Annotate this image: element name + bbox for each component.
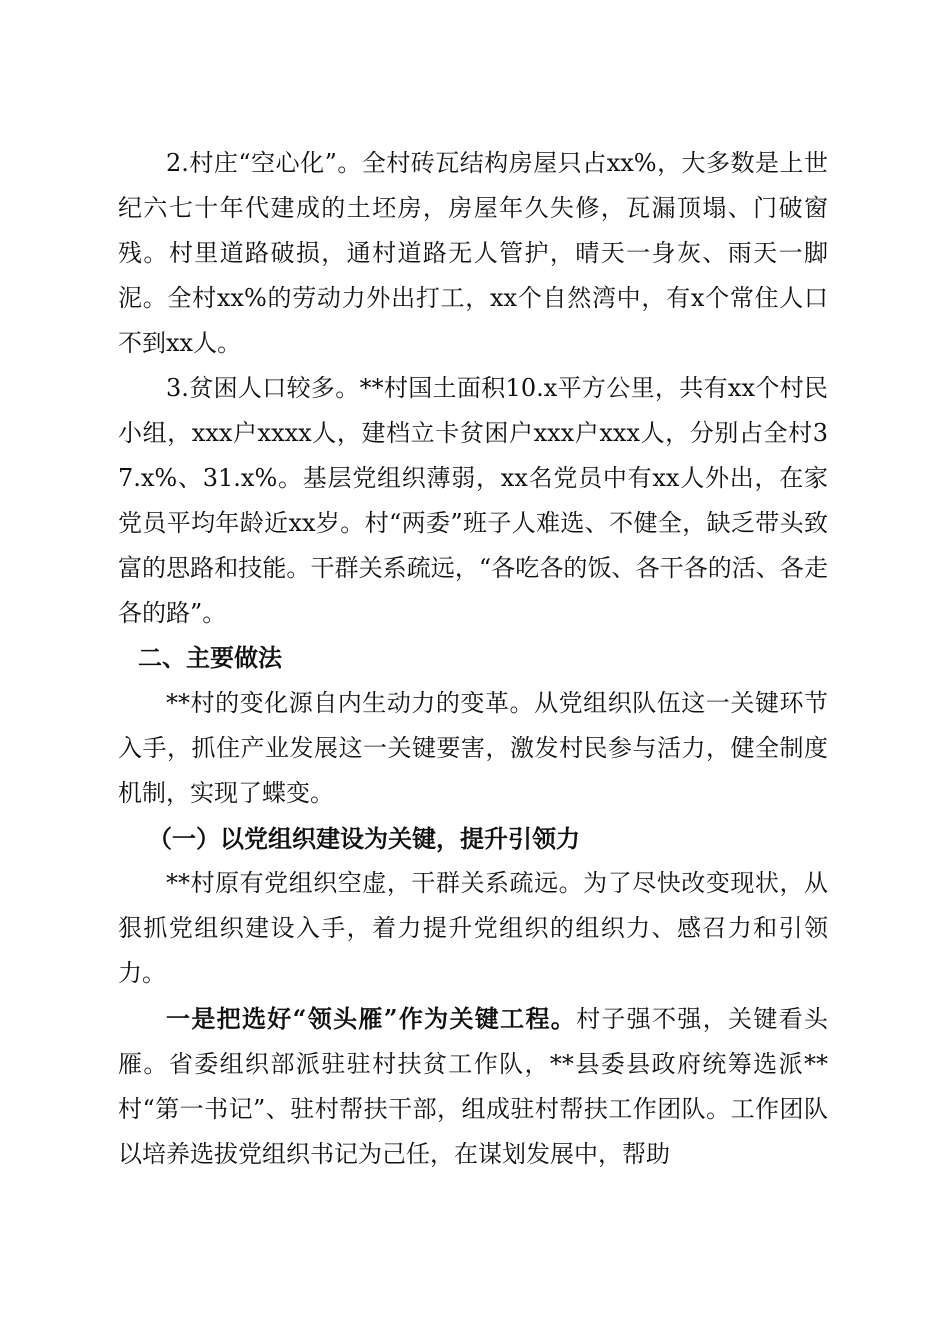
- section-heading-main-practices: 二、主要做法: [138, 644, 282, 672]
- paragraph-village-hollowing: 2.村庄“空心化”。全村砖瓦结构房屋只占xx%，大多数是上世纪六七十年代建成的土坯房，房屋年久失修，瓦漏顶塌、门破窗残。村里道路破损，通村道路无人管护，晴天一身灰、雨天一脚泥。全村xx%的劳动力外出打工，xx个自然湾中，有x个常住人口不到xx人。: [118, 149, 828, 357]
- paragraph-poverty-population: 3.贫困人口较多。**村国土面积10.x平方公里，共有xx个村民小组，xxx户xxxx人，建档立卡贫困户xxx户xxx人，分别占全村37.x%、31.x%。基层党组织薄弱，xx名党员中有xx人外出，在家党员平均年龄近xx岁。村“两委”班子人难选、不健全，缺乏带头致富的思路和技能。干群关系疏远，“各吃各的饭、各干各的活、各走各的路”。: [118, 374, 828, 627]
- paragraph-lead-body: 村子强不强，关键看头雁。省委组织部派驻驻村扶贫工作队，**县委县政府统筹选派**村“第一书记”、驻村帮扶干部，组成驻村帮扶工作团队。工作团队以培养选拔党组织书记为己任，在谋划发展中，帮助: [118, 1005, 829, 1168]
- paragraph-lead-sentence: 一是把选好“领头雁”作为关键工程。: [166, 1004, 577, 1033]
- paragraph-intro-practices: **村的变化源自内生动力的变革。从党组织队伍这一关键环节入手，抓住产业发展这一关键要害，激发村民参与活力，健全制度机制，实现了蝶变。: [118, 689, 828, 807]
- document-body: [118, 141, 828, 1177]
- subsection-heading-party-building: （一）以党组织建设为关键，提升引领力: [148, 824, 580, 853]
- paragraph-party-organization: **村原有党组织空虚，干群关系疏远。为了尽快改变现状，从狠抓党组织建设入手，着力提升党组织的组织力、感召力和引领力。: [118, 869, 828, 987]
- paragraph-lead-goose: [118, 996, 828, 1177]
